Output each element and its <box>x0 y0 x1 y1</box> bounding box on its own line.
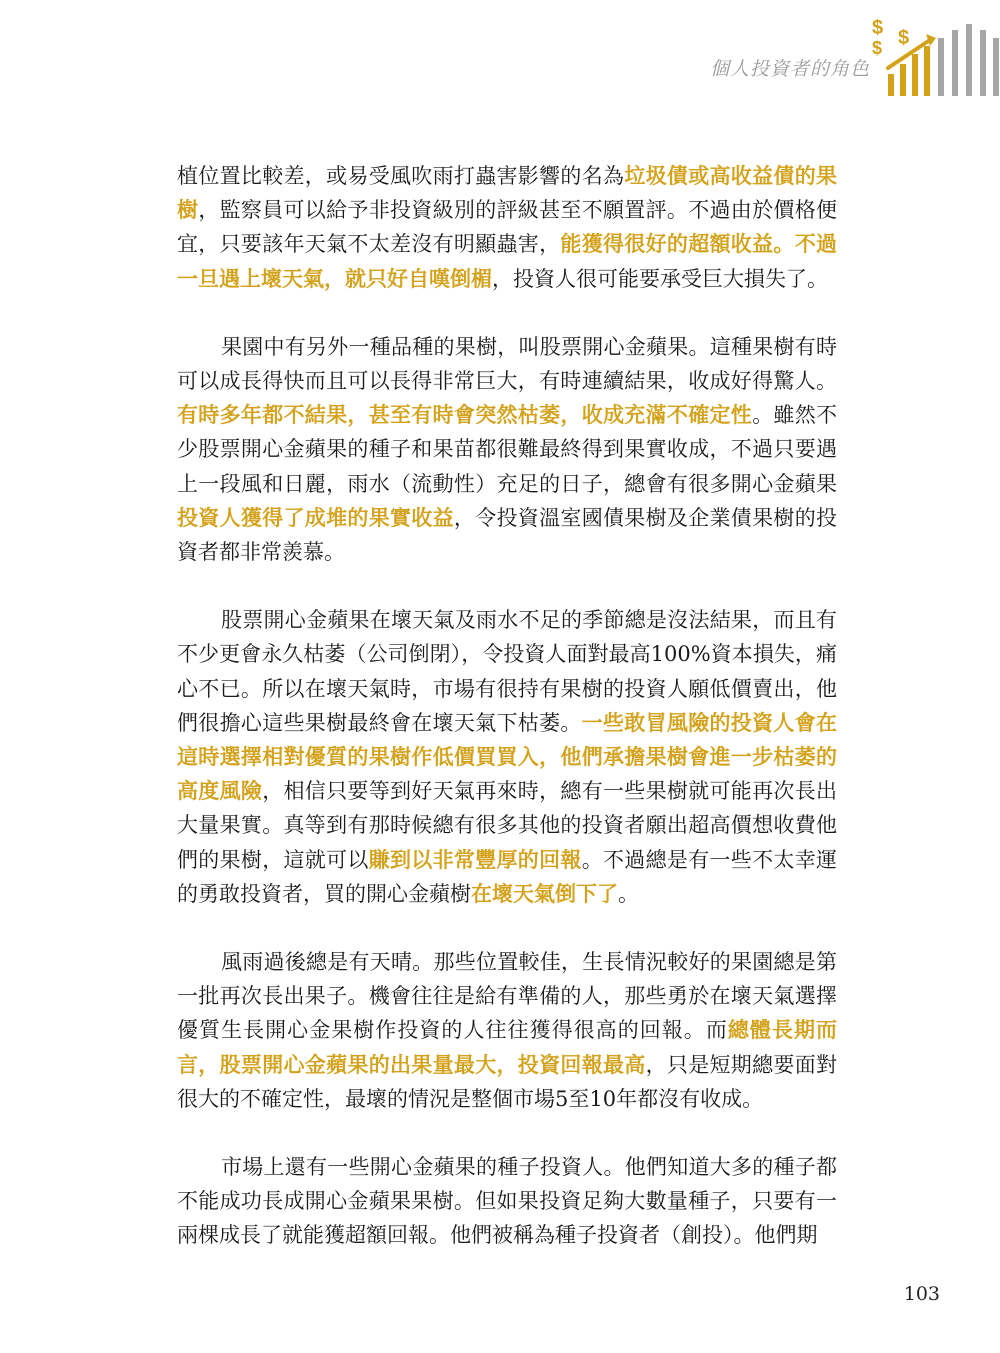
body-text <box>177 159 837 1253</box>
highlighted-text: 投資人獲得了成堆的果實收益 <box>177 504 454 530</box>
dollar-bar-chart-logo <box>868 10 1000 96</box>
text-run: 果園中有另外一種品種的果樹，叫股票開心金蘋果。這種果樹有時可以成長得快而且可以長得非常巨大，有時連續結果，收成好得驚人。 <box>177 334 837 394</box>
text-run: ，相信只要等到好天氣再來時，總有一些果樹就可能再次長出大量果實。真等到有那時候總有很多其他的投資者願出超高價想收費他們的果樹，這就可以 <box>177 779 838 872</box>
paragraph <box>177 945 837 1116</box>
text-run: ，投資人很可能要承受巨大損失了。 <box>492 266 828 291</box>
text-run: 植位置比較差，或易受風吹雨打蟲害影響的名為 <box>177 164 625 188</box>
svg-text:$: $ <box>872 17 884 39</box>
svg-text:$: $ <box>898 27 910 49</box>
paragraph <box>177 159 837 296</box>
text-run: ，只是短期總要面對很大的不確定性，最壞的情況是整個市場5至10年都沒有收成。 <box>177 1052 838 1111</box>
text-run: 股票開心金蘋果在壞天氣及雨水不足的季節總是沒法結果，而且有不少更會永久枯萎（公司倒閉），令投資人面對最高100%資本損失，痛心不已。所以在壞天氣時，市場有很持有果樹的投資人願低價賣出，他們很擔心這些果樹最終會在壞天氣下枯萎。 <box>177 608 837 735</box>
text-run: 。 <box>618 881 639 906</box>
highlighted-text: 一些敢冒風險的投資人會在這時選擇相對優質的果樹作低價買買入，他們承擔果樹會進一步枯萎的高度風險 <box>177 709 838 804</box>
svg-text:$: $ <box>872 38 883 58</box>
paragraph <box>177 603 837 911</box>
paragraph <box>177 330 837 569</box>
highlighted-text: 能獲得很好的超額收益。不過一旦遇上壞天氣，就只好自嘆倒楣 <box>177 231 838 291</box>
highlighted-text: 在壞天氣倒下了 <box>471 880 618 906</box>
text-run: 。雖然不少股票開心金蘋果的種子和果苗都很難最終得到果實收成，不過只要遇上一段風和日麗，雨水（流動性）充足的日子，總會有很多開心金蘋果 <box>177 403 838 496</box>
text-run: ，監察員可以給予非投資級別的評級甚至不願置評。不過由於價格便宜，只要該年天氣不太差沒有明顯蟲害， <box>177 198 838 257</box>
highlighted-text: 總體長期而言，股票開心金蘋果的出果量最大，投資回報最高 <box>177 1017 838 1077</box>
running-header-title: 個人投資者的角色 <box>709 58 870 80</box>
text-run: ，令投資溫室國債果樹及企業債果樹的投資者都非常羨慕。 <box>177 505 838 565</box>
text-run: 。不過總是有一些不太幸運的勇敢投資者，買的開心金蘋樹 <box>177 847 838 906</box>
text-run: 風雨過後總是有天晴。那些位置較佳，生長情況較好的果園總是第一批再次長出果子。機會往往是給有準備的人，那些勇於在壞天氣選擇優質生長開心金果樹作投資的人往往獲得很高的回報。而 <box>177 950 837 1043</box>
paragraph <box>177 1150 837 1253</box>
page-number: 103 <box>903 1283 940 1305</box>
highlighted-text: 賺到以非常豐厚的回報 <box>368 846 582 872</box>
text-run: 市場上還有一些開心金蘋果的種子投資人。他們知道大多的種子都不能成功長成開心金蘋果果樹。但如果投資足夠大數量種子，只要有一兩棵成長了就能獲超額回報。他們被稱為種子投資者（創投）。他們期 <box>177 1155 837 1248</box>
highlighted-text: 垃圾債或高收益債的果樹 <box>177 163 838 223</box>
highlighted-text: 有時多年都不結果，甚至有時會突然枯萎，收成充滿不確定性 <box>177 402 753 428</box>
